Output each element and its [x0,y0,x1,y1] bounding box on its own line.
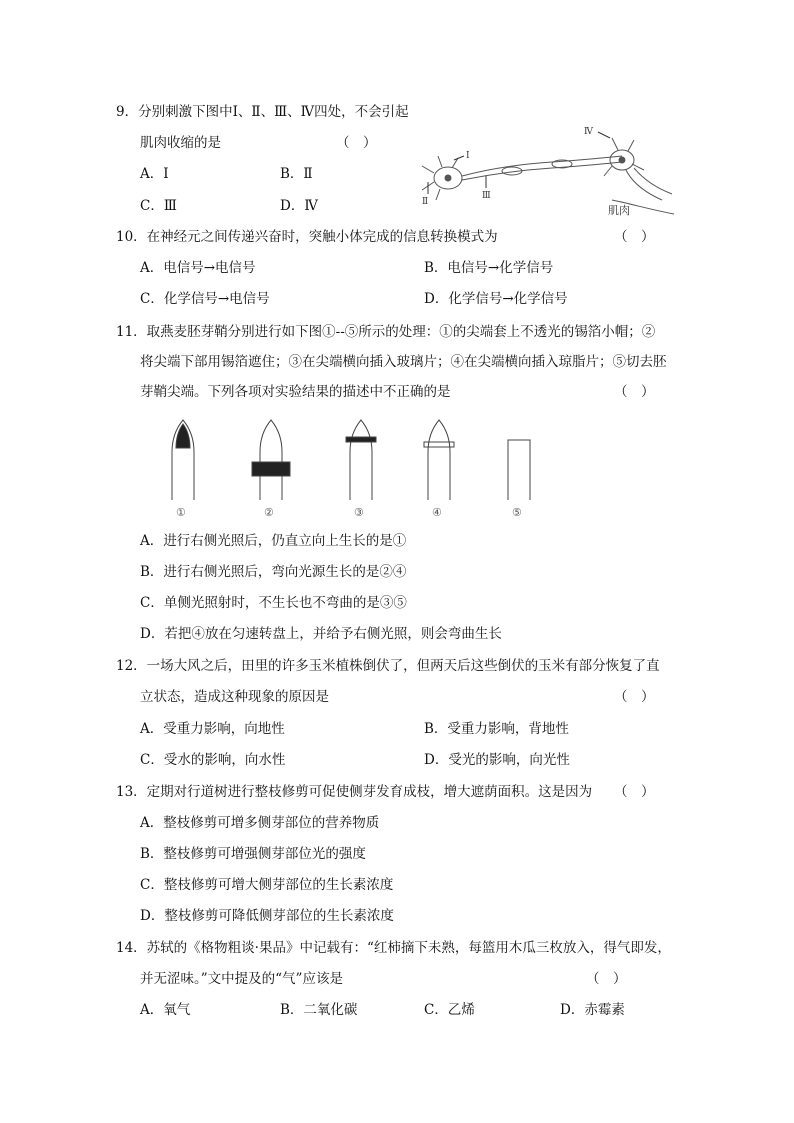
q14-stem-line2: 并无涩味。”文中提及的“气”应该是 [140,971,343,987]
q9-option-a: A．Ⅰ [140,166,169,182]
q10-option-c: C．化学信号→电信号 [140,291,270,307]
q11-stem-line1: 11．取燕麦胚芽鞘分别进行如下图①--⑤所示的处理：①的尖端套上不透光的锡箔小帽；② [116,324,656,340]
q13-option-b: B．整枝修剪可增强侧芽部位光的强度 [140,846,366,862]
fig-label-IV: Ⅳ [584,127,593,137]
q11-option-c: C．单侧光照射时，不生长也不弯曲的是③⑤ [140,595,407,611]
q9-stem-line1: 9．分别刺激下图中Ⅰ、Ⅱ、Ⅲ、Ⅳ四处，不会引起 [116,104,409,120]
q13-answer-paren: （ ） [614,784,655,800]
q14-answer-paren: （ ） [586,971,627,987]
q13-option-d: D．整枝修剪可降低侧芽部位的生长素浓度 [140,908,394,924]
fig-label-I: Ⅰ [466,151,470,161]
q13-option-c: C．整枝修剪可增大侧芽部位的生长素浓度 [140,877,394,893]
q11-option-d: D．若把④放在匀速转盘上，并给予右侧光照，则会弯曲生长 [140,626,502,642]
q13-option-a: A．整枝修剪可增多侧芽部位的营养物质 [140,815,380,831]
q14-option-b: B．二氧化碳 [280,1002,358,1018]
q10-option-d: D．化学信号→化学信号 [424,291,568,307]
q11-stem-line3: 芽鞘尖端。下列各项对实验结果的描述中不正确的是 [140,384,451,400]
q11-option-b: B．进行右侧光照后，弯向光源生长的是②④ [140,564,407,580]
q12-option-a: A．受重力影响，向地性 [140,721,285,737]
q10-option-b: B．电信号→化学信号 [424,260,554,276]
q11-option-a: A．进行右侧光照后，仍直立向上生长的是① [140,533,407,549]
fig-label-III: Ⅲ [482,191,491,201]
q9-option-b: B．Ⅱ [280,166,313,182]
q12-option-d: D．受光的影响，向光性 [424,752,570,768]
neuron-diagram [412,118,680,222]
q10-option-a: A．电信号→电信号 [140,260,256,276]
q12-option-b: B．受重力影响，背地性 [424,721,569,737]
q14-option-c: C．乙烯 [424,1002,475,1018]
coleoptile-diagram [160,416,540,524]
q13-stem: 13．定期对行道树进行整枝修剪可促使侧芽发育成枝，增大遮荫面积。这是因为 [116,784,593,800]
q11-stem-line2: 将尖端下部用锡箔遮住；③在尖端横向插入玻璃片；④在尖端横向插入琼脂片；⑤切去胚 [140,354,667,370]
fig11-label-3: ③ [354,506,364,519]
q10-answer-paren: （ ） [614,229,655,245]
fig11-label-1: ① [176,506,186,519]
q11-answer-paren: （ ） [614,384,655,400]
q10-stem: 10．在神经元之间传递兴奋时，突触小体完成的信息转换模式为 [116,229,498,245]
fig-label-II: Ⅱ [422,197,429,207]
fig11-label-4: ④ [432,506,442,519]
q9-option-c: C．Ⅲ [140,198,177,214]
q9-answer-paren: （ ） [336,135,377,151]
q9-option-d: D．Ⅳ [280,198,318,214]
fig11-label-5: ⑤ [512,506,522,519]
q12-answer-paren: （ ） [614,689,655,705]
q12-stem-line1: 12．一场大风之后，田里的许多玉米植株倒伏了，但两天后这些倒伏的玉米有部分恢复了直 [116,658,660,674]
q12-option-c: C．受水的影响，向水性 [140,752,286,768]
q12-stem-line2: 立状态，造成这种现象的原因是 [140,689,329,705]
fig11-label-2: ② [264,506,274,519]
q9-stem-line2: 肌肉收缩的是 [140,135,221,151]
q14-option-d: D．赤霉素 [560,1002,625,1018]
fig-label-muscle: 肌肉 [608,204,630,217]
q14-stem-line1: 14．苏轼的《格物粗谈·果品》中记载有：“红柿摘下未熟，每篮用木瓜三枚放入，得气即发， [116,940,671,956]
q14-option-a: A．氧气 [140,1002,191,1018]
